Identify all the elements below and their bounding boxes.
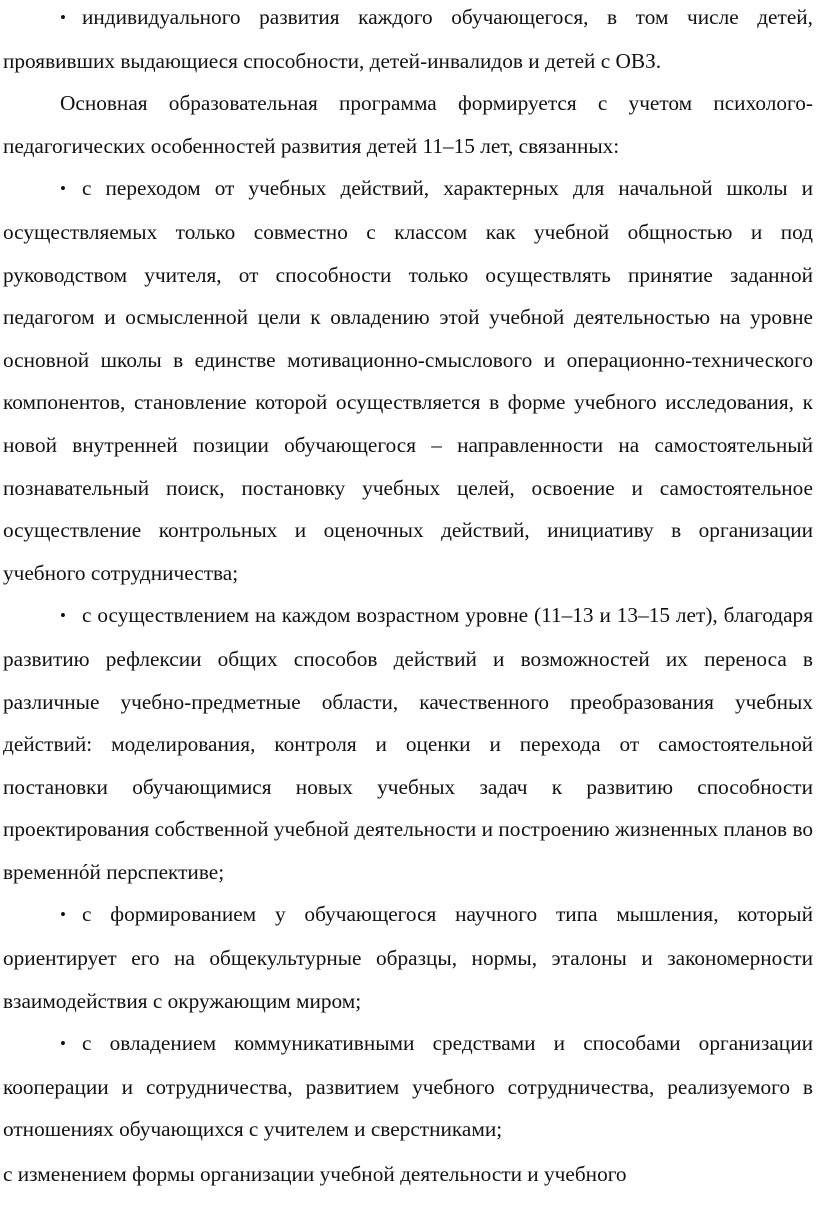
paragraph-text: индивидуального развития каждого обучающегося, в том числе детей, проявивших выдающиеся способности, детей-инвалидов и детей с ОВЗ. bbox=[3, 5, 813, 73]
paragraph-text: Основная образовательная программа формируется с учетом психолого-педагогических особенностей развития детей 11–15 лет, связанных: bbox=[3, 91, 813, 158]
paragraph-age-levels bbox=[3, 594, 813, 893]
bullet-icon: • bbox=[60, 905, 66, 925]
paragraph-scientific-thinking bbox=[3, 893, 813, 1022]
paragraph-transition-learning bbox=[3, 167, 813, 594]
paragraph-communication bbox=[3, 1022, 813, 1151]
paragraph-text: с овладением коммуникативными средствами и способами организации кооперации и сотрудничества, развитием учебного сотрудничества, реализуемого в отношениях обучающихся с учителем и сверстниками; bbox=[3, 1031, 813, 1142]
bullet-icon: • bbox=[60, 606, 66, 626]
bullet-icon: • bbox=[60, 8, 66, 27]
paragraph-text: с осуществлением на каждом возрастном уровне (11–13 и 13–15 лет), благодаря развитию рефлексии общих способов действий и возможностей их переноса в различные учебно-предметные области, качественного преобразования учебных действий: моделирования, контроля и оценки и перехода от самостоятельной постановки обучающимися новых учебных задач к развитию способности проектирования собственной учебной деятельности и построению жизненных планов во временнóй перспективе; bbox=[3, 603, 813, 884]
paragraph-form-change bbox=[3, 1153, 813, 1196]
paragraph-text: с формированием у обучающегося научного типа мышления, который ориентирует его на общекультурные образцы, нормы, эталоны и закономерности взаимодействия с окружающим миром; bbox=[3, 902, 813, 1013]
bullet-icon: • bbox=[60, 1034, 66, 1054]
paragraph-text: с изменением формы организации учебной деятельности и учебного bbox=[3, 1162, 627, 1187]
paragraph-text: с переходом от учебных действий, характерных для начальной школы и осуществляемых только совместно с классом как учебной общностью и под руководством учителя, от способности только осуществлять принятие заданной педагогом и осмысленной цели к овладению этой учебной деятельностью на уровне основной школы в единстве мотивационно-смыслового и операционно-технического компонентов, становление которой осуществляется в форме учебного исследования, к новой внутренней позиции обучающегося – направленности на самостоятельный познавательный поиск, постановку учебных целей, освоение и самостоятельное осуществление контрольных и оценочных действий, инициативу в организации учебного сотрудничества; bbox=[3, 176, 813, 585]
bullet-icon: • bbox=[60, 179, 66, 199]
paragraph-individual-development bbox=[3, 0, 813, 82]
paragraph-program-intro bbox=[3, 82, 813, 167]
